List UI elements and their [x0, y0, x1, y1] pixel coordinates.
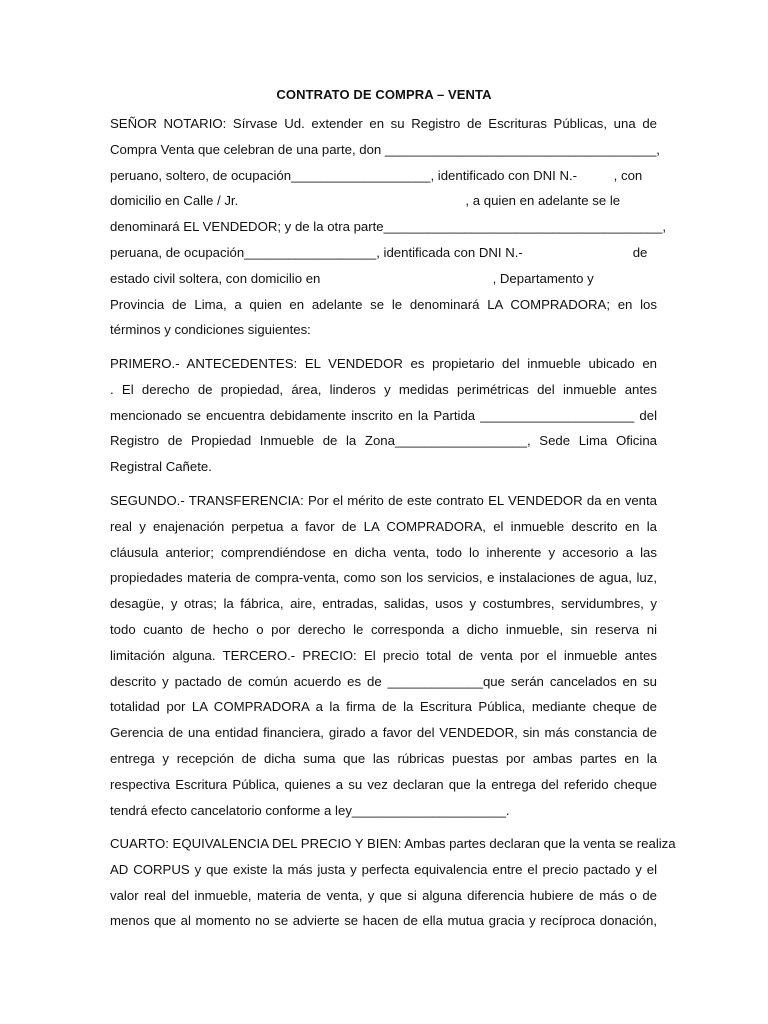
text-line: descrito y pactado de común acuerdo es de _____________que serán cancelados en su [110, 673, 657, 689]
text-line: PRIMERO.- ANTECEDENTES: EL VENDEDOR es propietario del inmueble ubicado en [110, 356, 657, 371]
text-line: AD CORPUS y que existe la más justa y perfecta equivalencia entre el precio pactado y el [110, 861, 657, 877]
text-line: SEÑOR NOTARIO: Sírvase Ud. extender en su Registro de Escrituras Públicas, una de [110, 116, 657, 131]
text-line: SEGUNDO.- TRANSFERENCIA: Por el mérito de este contrato EL VENDEDOR da en venta [110, 493, 657, 508]
text-line: desagüe, y otras; la fábrica, aire, entradas, salidas, usos y costumbres, servidumbres, y [110, 596, 657, 612]
text-line: valor real del inmueble, materia de venta, y que si alguna diferencia hubiere de más o de [110, 887, 657, 903]
text-line: . El derecho de propiedad, área, linderos y medidas perimétricas del inmueble antes [110, 381, 657, 397]
text-line: menos que al momento no se advierte se hacen de ella mutua gracia y recíproca donación, [110, 913, 657, 929]
text-line: todo cuanto de hecho o por derecho le corresponda a dicho inmueble, sin reserva ni [110, 621, 657, 637]
paragraph-intro [110, 111, 667, 343]
paragraph-primero [110, 351, 657, 480]
text-line: limitación alguna. TERCERO.- PRECIO: El precio total de venta por el inmueble antes [110, 647, 657, 663]
text-line: entrega y recepción de dicha suma que las rúbricas puestas por ambas partes en la [110, 750, 657, 766]
text-line: propiedades materia de compra-venta, como son los servicios, e instalaciones de agua, luz, [110, 570, 657, 586]
text-line: CUARTO: EQUIVALENCIA DEL PRECIO Y BIEN: Ambas partes declaran que la venta se realiza [110, 836, 676, 851]
text-line: cláusula anterior; comprendiéndose en dicha venta, todo lo inherente y accesorio a las [110, 544, 657, 560]
text-line: peruano, soltero, de ocupación___________________, identificado con DNI N.- , con [110, 167, 643, 183]
text-line: domicilio en Calle / Jr. , a quien en adelante se le [110, 193, 621, 209]
text-line: Registral Cañete. [110, 459, 212, 475]
text-line: respectiva Escritura Pública, quienes a su vez declaran que la entrega del referido cheque [110, 776, 657, 792]
paragraph-cuarto [110, 831, 676, 934]
text-line: Gerencia de una entidad financiera, girado a favor del VENDEDOR, sin más constancia de [110, 725, 657, 741]
document-title: CONTRATO DE COMPRA – VENTA [276, 87, 492, 102]
text-line: Compra Venta que celebran de una parte, don _____________________________________, [110, 141, 660, 157]
text-line: tendrá efecto cancelatorio conforme a ley_____________________. [110, 802, 510, 818]
text-line: estado civil soltera, con domicilio en , Departamento y [110, 270, 594, 286]
text-line: denominará EL VENDEDOR; y de la otra parte______________________________________, [110, 219, 667, 235]
paragraph-segundo [110, 488, 657, 823]
text-line: términos y condiciones siguientes: [110, 322, 311, 338]
text-line: peruana, de ocupación__________________, identificada con DNI N.- de [110, 244, 648, 260]
text-line: totalidad por LA COMPRADORA a la firma de la Escritura Pública, mediante cheque de [110, 699, 657, 715]
text-line: Registro de Propiedad Inmueble de la Zona__________________, Sede Lima Oficina [110, 433, 657, 449]
text-line: real y enajenación perpetua a favor de LA COMPRADORA, el inmueble descrito en la [110, 518, 657, 534]
text-line: Provincia de Lima, a quien en adelante se le denominará LA COMPRADORA; en los [110, 296, 657, 312]
text-line: mencionado se encuentra debidamente inscrito en la Partida _____________________ del [110, 407, 657, 423]
